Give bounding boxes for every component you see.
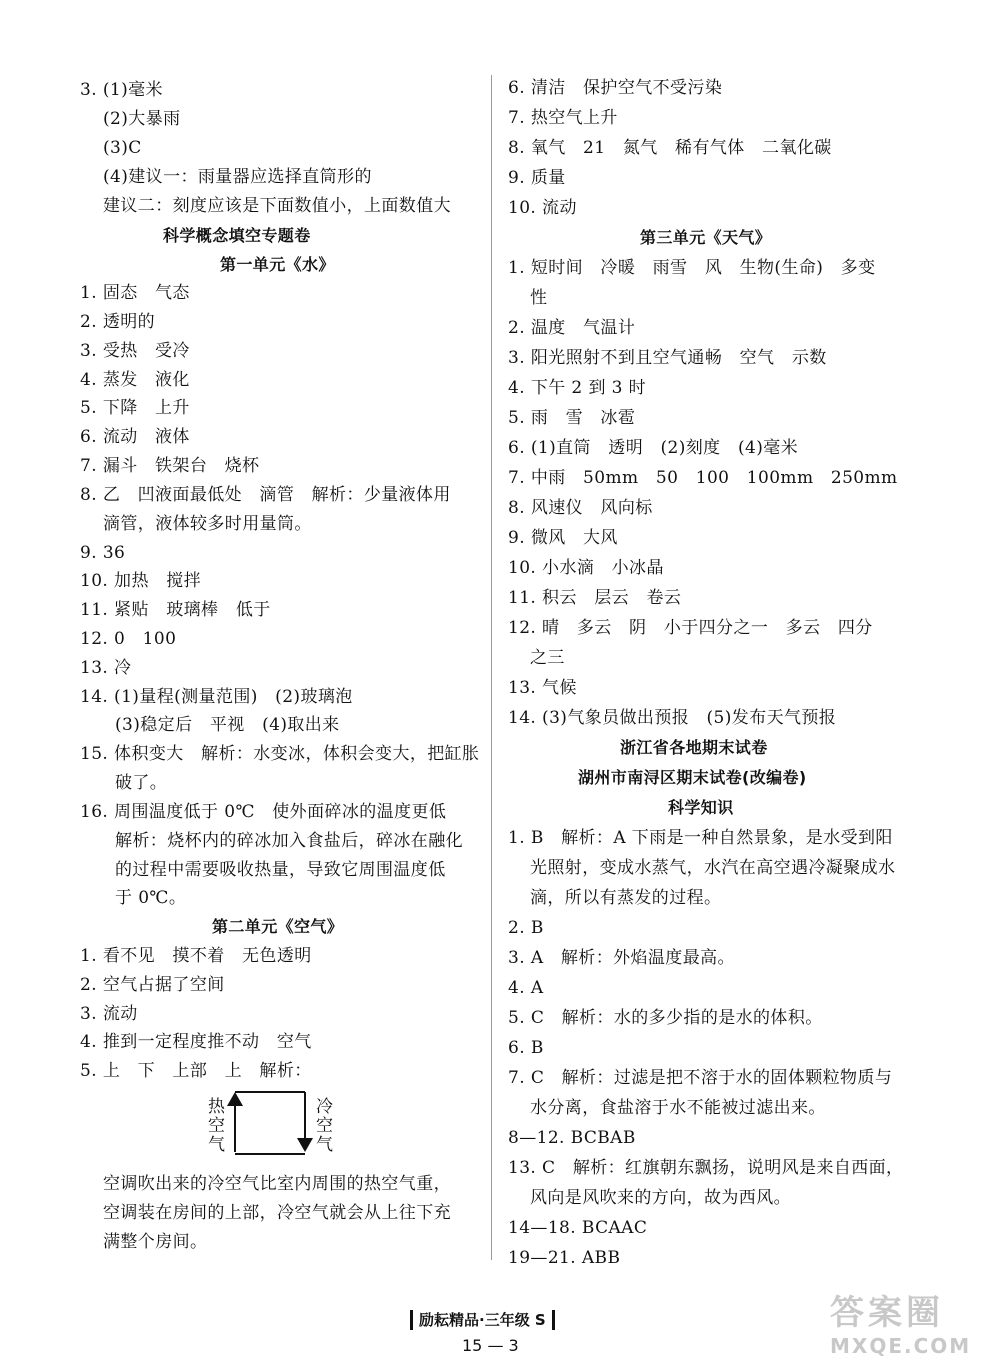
exam-title: 湖州市南浔区期末试卷(改编卷) [578, 768, 807, 787]
answer-line: 14—18. BCAAC [508, 1218, 648, 1238]
watermark-url: MXQE.COM [830, 1334, 972, 1358]
answer-line: 8—12. BCBAB [508, 1128, 636, 1148]
answer-line: 2. 透明的 [80, 312, 156, 332]
answer-line: 空调装在房间的上部，冷空气就会从上往下充 [103, 1203, 451, 1223]
answer-line: 11. 紧贴 玻璃棒 低于 [80, 600, 271, 620]
answer-line: 水分离，食盐溶于水不能被过滤出来。 [530, 1098, 826, 1118]
answer-line: 12. 0 100 [80, 629, 177, 649]
answer-line: 3. A 解析：外焰温度最高。 [508, 948, 735, 968]
answer-line: 5. 上 下 上部 上 解析： [80, 1061, 312, 1081]
answer-line: 的过程中需要吸收热量，导致它周围温度低 [115, 860, 446, 880]
answer-line: 2. 温度 气温计 [508, 318, 636, 338]
answer-line: 2. B [508, 918, 544, 938]
answer-line: 13. 冷 [80, 658, 132, 678]
answer-line: (3)稳定后 平视 (4)取出来 [115, 715, 340, 735]
answer-line: 8. 氧气 21 氮气 稀有气体 二氧化碳 [508, 138, 832, 158]
answer-line: 光照射，变成水蒸气，水汽在高空遇冷凝聚成水 [530, 858, 896, 878]
answer-line: 6. B [508, 1038, 544, 1058]
footer-brand: 励耘精品·三年级 S [410, 1310, 555, 1330]
answer-line: 于 0℃。 [115, 888, 187, 908]
answer-line: 13. C 解析：红旗朝东飘扬，说明风是来自西面， [508, 1158, 904, 1178]
column-divider [491, 75, 492, 1260]
answer-line: 3. 受热 受冷 [80, 341, 190, 361]
answer-line: 16. 周围温度低于 0℃ 使外面碎冰的温度更低 [80, 802, 447, 822]
section-title: 科学概念填空专题卷 [163, 226, 311, 245]
answer-line: 7. 热空气上升 [508, 108, 618, 128]
answer-line: 7. 中雨 50mm 50 100 100mm 250mm [508, 468, 898, 488]
unit-title: 第三单元《天气》 [640, 228, 772, 247]
answer-line: (3)C [103, 138, 142, 158]
answer-line: 14. (3)气象员做出预报 (5)发布天气预报 [508, 708, 837, 728]
answer-line: 6. 流动 液体 [80, 427, 190, 447]
answer-line: 10. 流动 [508, 198, 577, 218]
answer-line: 1. 看不见 摸不着 无色透明 [80, 946, 312, 966]
answer-line: 4. 蒸发 液化 [80, 370, 190, 390]
answer-line: 性 [530, 288, 548, 308]
answer-line: 风向是风吹来的方向，故为西风。 [530, 1188, 791, 1208]
answer-line: 10. 加热 搅拌 [80, 571, 202, 591]
answer-line: 1. 短时间 冷暖 雨雪 风 生物(生命) 多变 [508, 258, 876, 278]
answer-line: 7. C 解析：过滤是把不溶于水的固体颗粒物质与 [508, 1068, 893, 1088]
unit-title: 第二单元《空气》 [212, 917, 344, 936]
answer-line: 之三 [530, 648, 565, 668]
answer-line: 2. 空气占据了空间 [80, 975, 225, 995]
answer-line: 1. 固态 气态 [80, 283, 190, 303]
answer-line: 3. 阳光照射不到且空气通畅 空气 示数 [508, 348, 827, 368]
answer-line: 8. 乙 凹液面最低处 滴管 解析：少量液体用 [80, 485, 451, 505]
answer-line: 4. A [508, 978, 544, 998]
answer-line: 19—21. ABB [508, 1248, 621, 1268]
answer-line: 空调吹出来的冷空气比室内周围的热空气重， [103, 1174, 451, 1194]
answer-line: 5. C 解析：水的多少指的是水的体积。 [508, 1008, 823, 1028]
hot-air-label: 热空气 [208, 1097, 226, 1155]
section-title: 浙江省各地期末试卷 [620, 738, 768, 757]
watermark-title: 答案圈 [830, 1293, 944, 1333]
answer-line: 7. 漏斗 铁架台 烧杯 [80, 456, 260, 476]
answer-line: 9. 36 [80, 543, 126, 563]
answer-line: 12. 晴 多云 阴 小于四分之一 多云 四分 [508, 618, 873, 638]
answer-line: 滴，所以有蒸发的过程。 [530, 888, 722, 908]
answer-line: 4. 下午 2 到 3 时 [508, 378, 647, 398]
unit-title: 第一单元《水》 [220, 255, 335, 274]
answer-line: 滴管，液体较多时用量筒。 [103, 514, 312, 534]
answer-line: 5. 下降 上升 [80, 398, 190, 418]
answer-line: 11. 积云 层云 卷云 [508, 588, 682, 608]
answer-line: 9. 微风 大风 [508, 528, 618, 548]
answer-line: 3. 流动 [80, 1004, 138, 1024]
answer-line: (2)大暴雨 [103, 109, 181, 129]
answer-line: 8. 风速仪 风向标 [508, 498, 653, 518]
watermark [830, 1285, 990, 1358]
answer-line: 建议二：刻度应该是下面数值小，上面数值大 [103, 196, 451, 216]
cold-air-label: 冷空气 [316, 1097, 334, 1155]
page-number: 15 — 3 [462, 1336, 519, 1355]
answer-line: 15. 体积变大 解析：水变冰，体积会变大，把缸胀 [80, 744, 480, 764]
answer-line: 6. (1)直筒 透明 (2)刻度 (4)毫米 [508, 438, 799, 458]
answer-line: 6. 清洁 保护空气不受污染 [508, 78, 723, 98]
answer-line: 3. (1)毫米 [80, 80, 163, 100]
answer-line: 解析：烧杯内的碎冰加入食盐后，碎冰在融化 [115, 831, 463, 851]
answer-line: 9. 质量 [508, 168, 566, 188]
answer-line: 14. (1)量程(测量范围) (2)玻璃泡 [80, 687, 353, 707]
answer-line: 5. 雨 雪 冰雹 [508, 408, 636, 428]
part-title: 科学知识 [668, 798, 734, 817]
answer-line: 破了。 [115, 773, 168, 793]
answer-line: 满整个房间。 [103, 1232, 208, 1252]
answer-line: 10. 小水滴 小冰晶 [508, 558, 664, 578]
answer-line: 13. 气候 [508, 678, 577, 698]
answer-line: (4)建议一：雨量器应选择直筒形的 [103, 167, 372, 187]
answer-line: 4. 推到一定程度推不动 空气 [80, 1032, 312, 1052]
answer-line: 1. B 解析：A 下雨是一种自然景象，是水受到阳 [508, 828, 893, 848]
